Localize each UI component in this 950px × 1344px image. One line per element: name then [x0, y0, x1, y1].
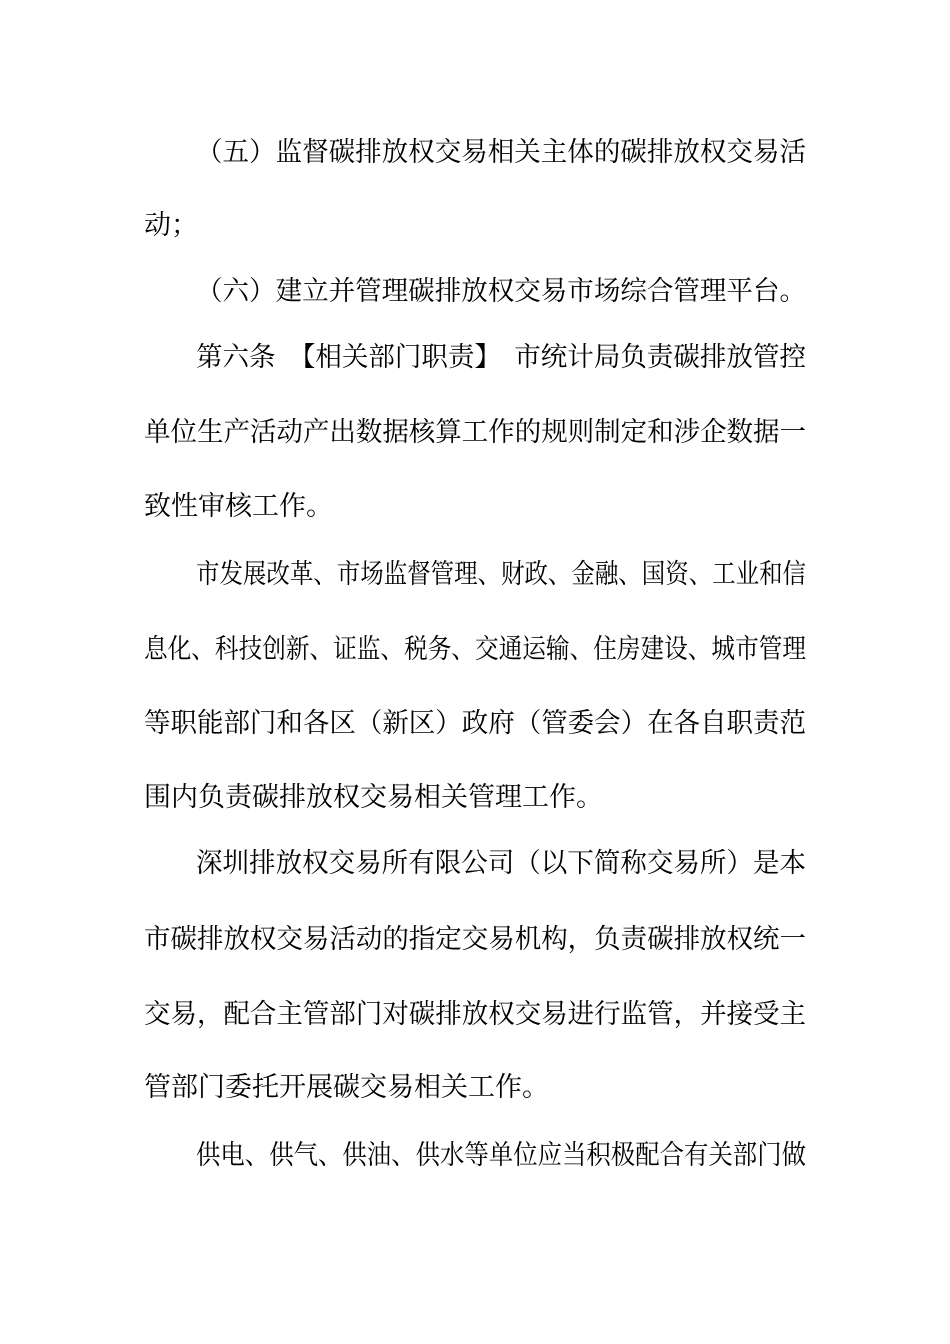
text-line: 动；	[144, 210, 198, 241]
text-line: 围内负责碳排放权交易相关管理工作。	[144, 782, 603, 813]
text-line: （五）监督碳排放权交易相关主体的碳排放权交易活	[196, 137, 806, 168]
text-line: （六）建立并管理碳排放权交易市场综合管理平台。	[196, 276, 806, 307]
text-line: 管部门委托开展碳交易相关工作。	[144, 1072, 549, 1103]
text-line: 单位生产活动产出数据核算工作的规则制定和涉企数据一	[144, 417, 806, 448]
text-line: 深圳排放权交易所有限公司（以下简称交易所）是本	[196, 848, 806, 879]
article-heading-line: 第六条 【相关部门职责】 市统计局负责碳排放管控	[196, 342, 806, 373]
text-line: 致性审核工作。	[144, 491, 333, 522]
text-line: 交易，配合主管部门对碳排放权交易进行监管，并接受主	[144, 999, 806, 1030]
text-line: 市发展改革、市场监督管理、财政、金融、国资、工业和信	[196, 559, 806, 590]
text-line: 供电、供气、供油、供水等单位应当积极配合有关部门做	[196, 1140, 806, 1171]
text-line: 等职能部门和各区（新区）政府（管委会）在各自职责范	[144, 708, 806, 739]
text-line: 市碳排放权交易活动的指定交易机构，负责碳排放权统一	[144, 924, 806, 955]
text-line: 息化、科技创新、证监、税务、交通运输、住房建设、城市管理	[144, 634, 806, 665]
